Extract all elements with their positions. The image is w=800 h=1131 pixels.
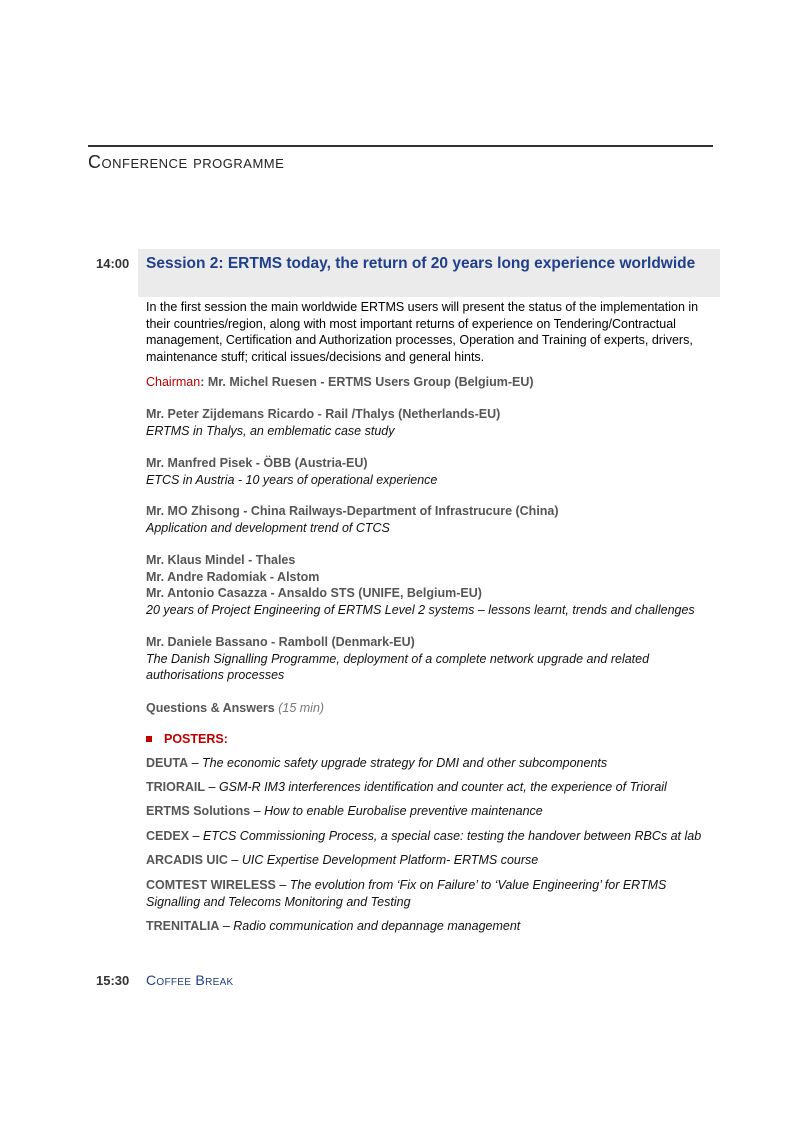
talk-speaker: Mr. Klaus Mindel - Thales: [146, 553, 296, 567]
poster-item: [146, 828, 716, 845]
poster-title: The evolution from ‘Fix on Failure’ to ‘Value Engineering’ for ERTMS Signalling and Telecoms Monitoring and Testing: [146, 878, 667, 909]
posters-label: POSTERS:: [164, 732, 228, 746]
poster-item: [146, 918, 716, 935]
talk-speaker: Mr. Daniele Bassano - Ramboll (Denmark-EU): [146, 635, 415, 649]
talk-2: [146, 455, 716, 488]
talk-title: 20 years of Project Engineering of ERTMS Level 2 systems – lessons learnt, trends and challenges: [146, 602, 695, 617]
poster-org: ARCADIS UIC: [146, 853, 228, 867]
poster-title: The economic safety upgrade strategy for DMI and other subcomponents: [202, 756, 608, 770]
session-time: 14:00: [96, 256, 130, 271]
poster-item: [146, 877, 716, 910]
poster-title: GSM-R IM3 interferences identification and counter act, the experience of Triorail: [218, 780, 667, 794]
poster-org: DEUTA: [146, 756, 189, 770]
qa-duration: (15 min): [278, 701, 325, 715]
poster-item: [146, 852, 716, 869]
poster-separator: –: [219, 919, 234, 933]
coffee-break-label: Coffee Break: [146, 972, 234, 988]
talk-title: Application and development trend of CTCS: [146, 520, 390, 535]
talk-title: ETCS in Austria - 10 years of operational experience: [146, 472, 438, 487]
talk-1: [146, 406, 716, 439]
poster-org: TRENITALIA: [146, 919, 220, 933]
talk-title: ERTMS in Thalys, an emblematic case study: [146, 423, 395, 438]
poster-title: ETCS Commissioning Process, a special case: testing the handover between RBCs at lab: [202, 829, 702, 843]
poster-org: TRIORAIL: [146, 780, 206, 794]
posters-heading: [146, 731, 716, 748]
poster-item: [146, 803, 716, 820]
talk-title: The Danish Signalling Programme, deployment of a complete network upgrade and related authorisations processes: [146, 651, 650, 682]
header-rule: [88, 145, 713, 147]
poster-separator: –: [189, 829, 203, 843]
poster-separator: –: [227, 853, 242, 867]
page-title: Conference programme: [88, 152, 285, 172]
poster-title: How to enable Eurobalise preventive maintenance: [264, 804, 543, 818]
qa-label: Questions & Answers: [146, 701, 275, 715]
talk-speaker: Mr. MO Zhisong - China Railways-Department of Infrastrucure (China): [146, 504, 559, 518]
break-time: 15:30: [96, 973, 130, 988]
poster-org: CEDEX: [146, 829, 190, 843]
session-title: Session 2: ERTMS today, the return of 20 years long experience worldwide: [146, 255, 696, 272]
talk-3: [146, 503, 716, 536]
talk-5: [146, 634, 716, 684]
poster-separator: –: [250, 804, 265, 818]
chairman-separator: :: [200, 375, 208, 389]
talk-speaker: Mr. Manfred Pisek - ÖBB (Austria-EU): [146, 456, 368, 470]
talk-speaker: Mr. Andre Radomiak - Alstom: [146, 569, 320, 584]
session-header: [138, 249, 720, 297]
chairman-line: [146, 374, 716, 391]
chairman-label: Chairman: [146, 375, 201, 389]
poster-title: UIC Expertise Development Platform- ERTMS course: [241, 853, 539, 867]
poster-separator: –: [188, 756, 203, 770]
poster-separator: –: [205, 780, 219, 794]
poster-separator: –: [275, 878, 290, 892]
chairman-name: Mr. Michel Ruesen - ERTMS Users Group (Belgium-EU): [207, 375, 534, 389]
questions-answers: [146, 700, 716, 717]
talk-speaker: Mr. Antonio Casazza - Ansaldo STS (UNIFE, Belgium-EU): [146, 586, 482, 600]
session-intro: In the first session the main worldwide ERTMS users will present the status of the implementation in their countries/region, along with most important returns of experience on Tendering/Contractual management, Certification and Authorization processes, Operation and Training of experts, drivers, maintenance stuff; critical issues/decisions and general hints.: [146, 300, 699, 364]
talk-4: [146, 552, 716, 618]
bullet-square-icon: [146, 736, 152, 742]
poster-item: [146, 755, 716, 772]
poster-org: ERTMS Solutions: [146, 804, 251, 818]
poster-org: COMTEST WIRELESS: [146, 878, 276, 892]
poster-title: Radio communication and depannage management: [233, 919, 521, 933]
talk-speaker: Mr. Peter Zijdemans Ricardo - Rail /Thalys (Netherlands-EU): [146, 407, 501, 421]
poster-item: [146, 779, 716, 796]
